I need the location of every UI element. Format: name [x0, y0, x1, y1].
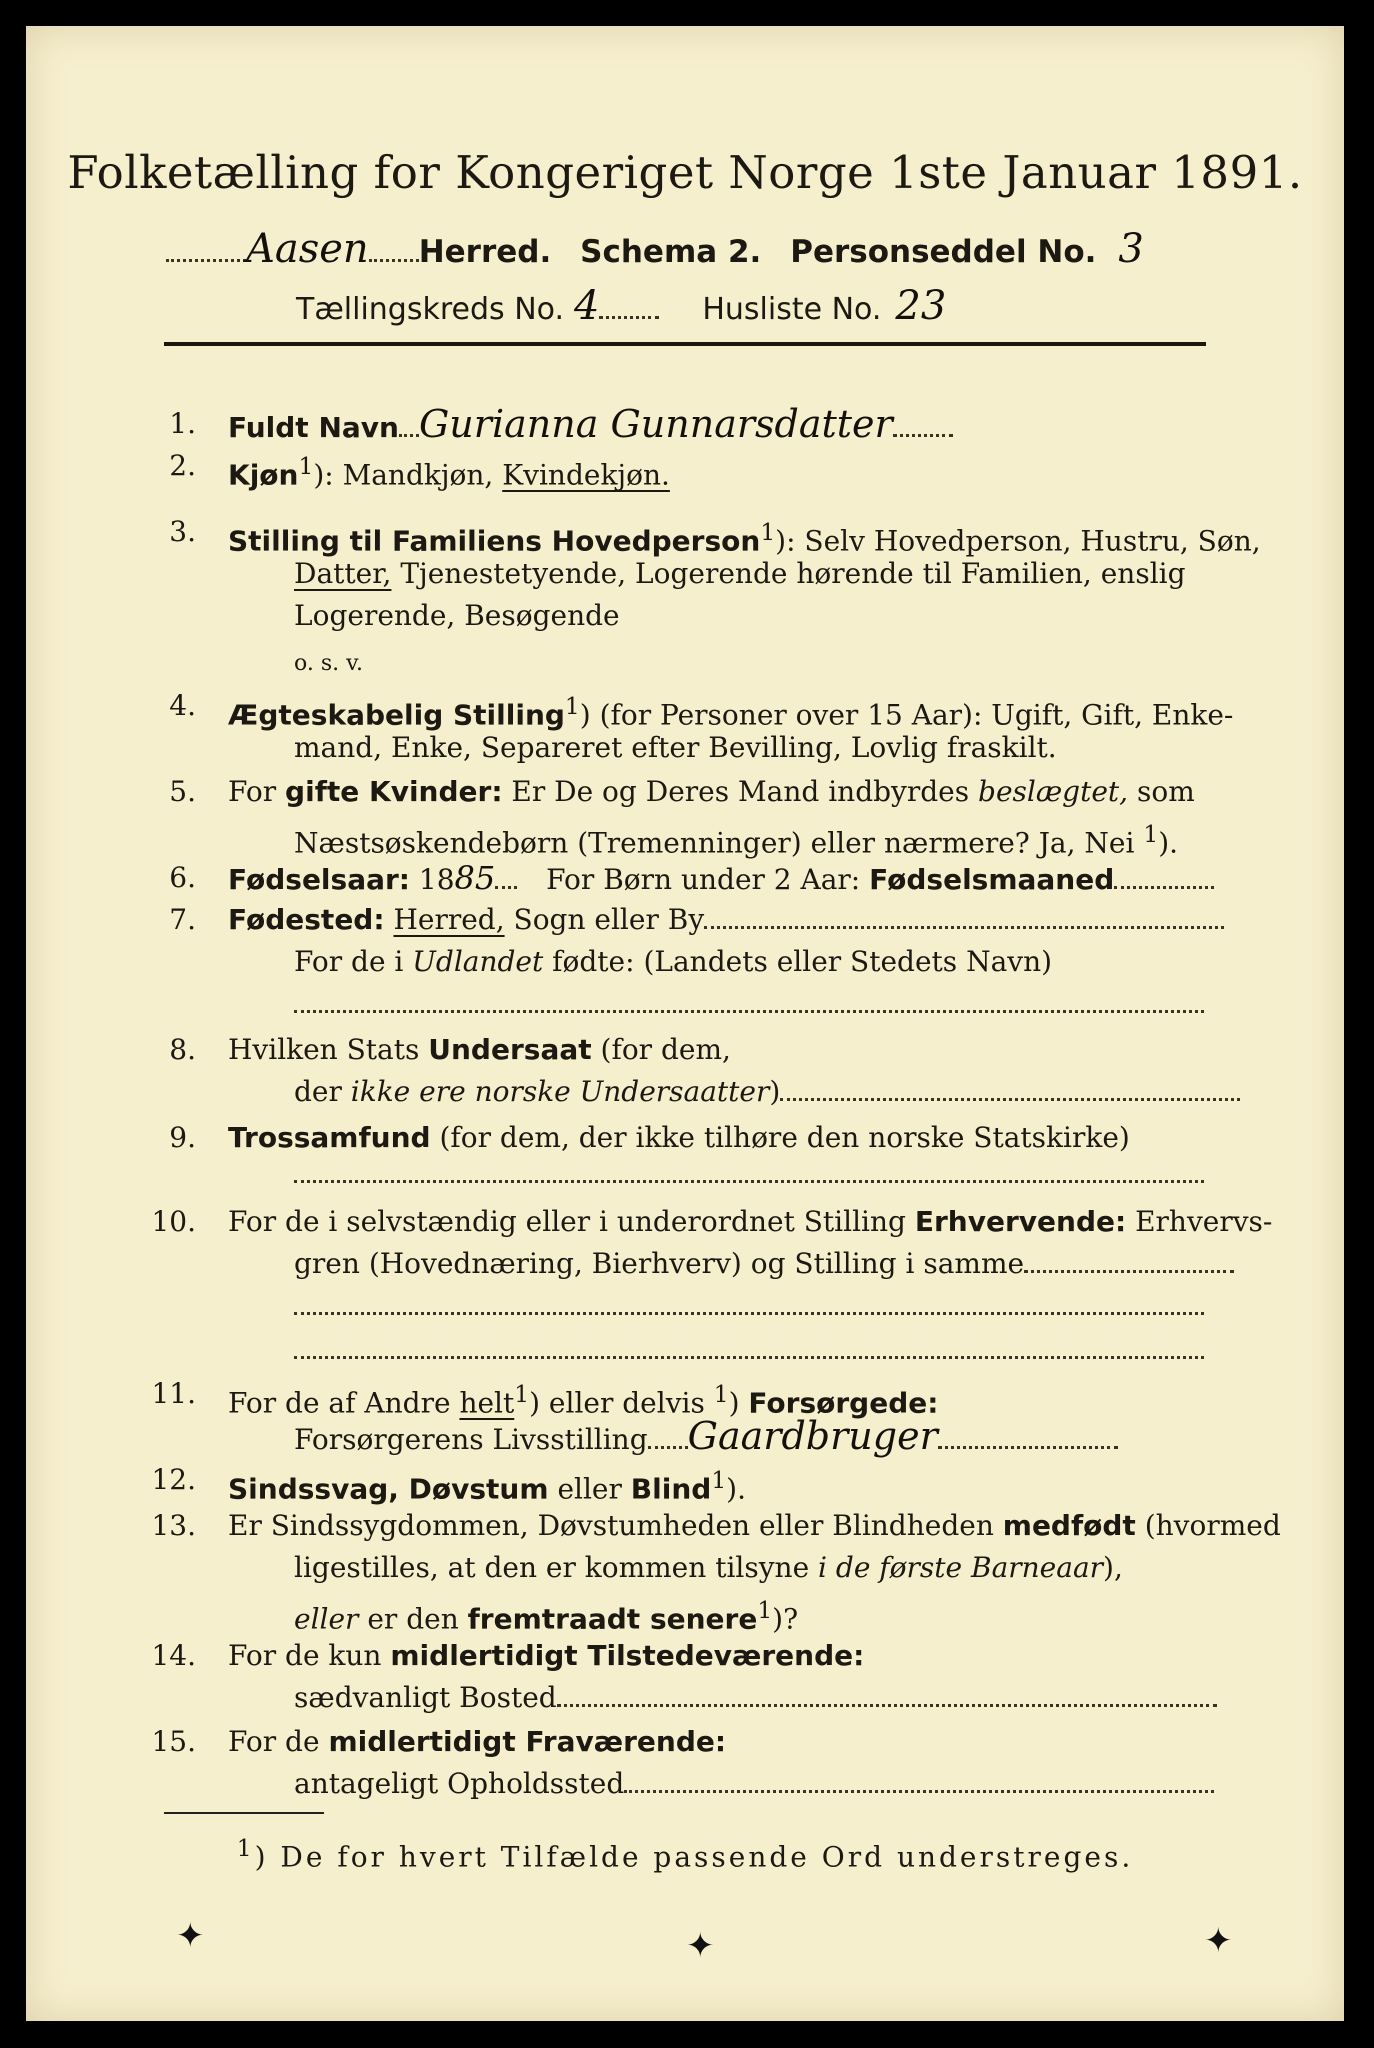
footnote	[26, 1834, 1344, 1873]
q3-text-b: Tjenestetyende, Logerende hørende til Familien, enslig	[391, 557, 1186, 590]
item-1	[228, 402, 953, 446]
q8-text-c: der	[294, 1075, 351, 1108]
q5-text-c: som	[1128, 775, 1195, 808]
item-number-12: 12.	[151, 1463, 196, 1496]
q5-label: gifte Kvinder:	[285, 775, 503, 808]
q5-text-e: ).	[1158, 826, 1179, 860]
item-8-line-2	[294, 1074, 1240, 1110]
husliste-label: Husliste No.	[702, 292, 882, 327]
item-14-line-2	[294, 1680, 1217, 1716]
schema-label: Schema 2.	[580, 234, 762, 270]
q5-text-b: Er De og Deres Mand indbyrdes	[502, 775, 979, 808]
item-4-line-2: mand, Enke, Separeret efter Bevilling, Lovlig fraskilt.	[294, 731, 1057, 764]
q11-value: Gaardbruger	[687, 1414, 938, 1458]
item-number-8: 8.	[169, 1033, 196, 1066]
q13-text-f: )?	[772, 1602, 799, 1636]
q8-text-a: Hvilken Stats	[228, 1033, 429, 1066]
registration-mark-right-icon: ✦	[1204, 1921, 1233, 1961]
q5-sup: 1	[1143, 820, 1159, 848]
q5-italic: beslægtet,	[978, 775, 1129, 808]
q3-text-a: ): Selv Hovedperson, Hustru, Søn,	[775, 524, 1261, 558]
q13-italic: i de første Barneaar	[818, 1551, 1104, 1584]
item-3-line-3: Logerende, Besøgende	[294, 599, 620, 632]
q7-text-a: Sogn eller By	[504, 903, 705, 936]
item-7	[228, 902, 1224, 938]
q1-value: Gurianna Gunnarsdatter	[418, 402, 893, 446]
q7-blank-line	[294, 1006, 1204, 1013]
item-13-line-3	[294, 1592, 798, 1637]
q6-value: 85	[454, 859, 496, 897]
q11-sup: 1	[514, 1380, 530, 1408]
q4-text-a: ) (for Personer over 15 Aar): Ugift, Gift, Enke-	[579, 698, 1234, 732]
personseddel-value: 3	[1118, 226, 1144, 272]
item-5	[228, 774, 1195, 810]
q10-text-b: Erhvervs-	[1126, 1205, 1273, 1238]
census-form	[26, 26, 1344, 2021]
q9-label: Trossamfund	[228, 1121, 431, 1154]
item-6	[228, 860, 1214, 898]
q5-text-d: Næstsøskendebørn (Tremenninger) eller nærmere? Ja, Nei	[294, 826, 1144, 860]
q14-text-b: sædvanligt Bosted	[294, 1681, 557, 1714]
q13-label2: fremtraadt senere	[467, 1602, 758, 1636]
item-3	[228, 514, 1261, 559]
q12-text-a: eller	[548, 1472, 631, 1506]
q10-blank-line-2	[294, 1352, 1204, 1359]
item-number-13: 13.	[151, 1509, 196, 1542]
q6-label: Fødselsaar:	[228, 863, 410, 896]
item-number-11: 11.	[151, 1377, 196, 1410]
q6-label2: Fødselsmaaned	[869, 863, 1115, 896]
item-number-4: 4.	[169, 689, 196, 722]
item-number-15: 15.	[151, 1725, 196, 1758]
item-10	[228, 1204, 1272, 1240]
registration-mark-left-icon: ✦	[176, 1916, 205, 1956]
item-9	[228, 1120, 1130, 1156]
q4-sup: 1	[564, 692, 580, 720]
herred-line	[166, 226, 1144, 272]
item-14	[228, 1638, 864, 1674]
q11-sup2: 1	[713, 1380, 729, 1408]
q11-text-b: ) eller delvis	[529, 1386, 714, 1420]
q12-label2: Blind	[630, 1472, 712, 1506]
q7-answer: Herred,	[393, 903, 505, 936]
item-number-10: 10.	[151, 1205, 196, 1238]
herred-label: Herred.	[418, 234, 552, 270]
q13-label: medfødt	[1002, 1509, 1136, 1542]
item-12	[228, 1462, 746, 1507]
q2-text: ): Mandkjøn,	[313, 458, 503, 492]
footnote-text: ) De for hvert Tilfælde passende Ord understreges.	[254, 1840, 1134, 1874]
item-number-9: 9.	[169, 1121, 196, 1154]
q3-answer: Datter,	[294, 557, 392, 590]
q11-text-c: )	[728, 1386, 749, 1420]
q5-text-a: For	[228, 775, 286, 808]
item-number-3: 3.	[169, 515, 196, 548]
item-11-line-2	[294, 1414, 1118, 1458]
q10-label: Erhvervende:	[914, 1205, 1127, 1238]
form-title: Folketælling for Kongeriget Norge 1ste Januar 1891.	[67, 146, 1303, 199]
q7-italic: Udlandet	[412, 945, 544, 978]
q3-sup: 1	[760, 518, 776, 546]
q10-blank-line-1	[294, 1308, 1204, 1315]
q12-label: Sindssvag, Døvstum	[228, 1472, 549, 1506]
item-number-5: 5.	[169, 775, 196, 808]
kreds-value: 4	[574, 283, 600, 329]
item-3-line-4: o. s. v.	[294, 651, 363, 676]
q12-text-b: ).	[726, 1472, 746, 1506]
q10-text-c: gren (Hovednæring, Bierhverv) og Stilling i samme	[294, 1247, 1025, 1280]
q7-text-b: For de i	[294, 945, 413, 978]
q8-italic: ikke ere norske Undersaatter	[350, 1075, 770, 1108]
husliste-value: 23	[895, 283, 947, 329]
q14-text-a: For de kun	[228, 1639, 391, 1672]
q8-label: Undersaat	[428, 1033, 592, 1066]
q15-text-b: antageligt Opholdssted	[294, 1767, 625, 1800]
registration-mark-center-icon: ✦	[686, 1926, 715, 1966]
personseddel-label: Personseddel No.	[790, 234, 1097, 270]
q11-text-d: Forsørgerens Livsstilling	[294, 1423, 648, 1456]
q14-label: midlertidigt Tilstedeværende:	[390, 1639, 865, 1672]
herred-value: Aasen	[246, 226, 369, 272]
q15-text-a: For de	[228, 1725, 329, 1758]
item-2	[228, 448, 670, 493]
kreds-label: Tællingskreds No.	[296, 292, 564, 327]
q11-text-a: For de af Andre	[228, 1386, 460, 1420]
q2-answer: Kvindekjøn.	[502, 458, 670, 492]
q13-text-d: ),	[1103, 1551, 1123, 1584]
q6-prefix: 18	[410, 863, 455, 896]
q1-label: Fuldt Navn	[228, 411, 399, 444]
q11-answer: helt	[459, 1386, 515, 1420]
q6-text-a: For Børn under 2 Aar:	[546, 863, 870, 896]
item-13	[228, 1508, 1281, 1544]
q8-text-b: (for dem,	[591, 1033, 731, 1066]
item-4	[228, 688, 1233, 733]
q3-label: Stilling til Familiens Hovedperson	[228, 524, 761, 558]
q13-text-e: er den	[358, 1602, 468, 1636]
q7-text-c: fødte: (Landets eller Stedets Navn)	[543, 945, 1053, 978]
item-7-line-2	[294, 944, 1052, 980]
item-8	[228, 1032, 731, 1068]
q13-text-a: Er Sindssygdommen, Døvstumheden eller Blindheden	[228, 1509, 1003, 1542]
q13-text-c: ligestilles, at den er kommen tilsyne	[294, 1551, 819, 1584]
q12-sup: 1	[711, 1466, 727, 1494]
q13-text-b: (hvormed	[1135, 1509, 1281, 1542]
q7-label: Fødested:	[228, 903, 385, 936]
item-3-line-2	[294, 556, 1186, 592]
item-number-7: 7.	[169, 903, 196, 936]
q2-label: Kjøn	[228, 458, 299, 492]
item-10-line-2	[294, 1246, 1234, 1282]
q4-label: Ægteskabelig Stilling	[228, 698, 565, 732]
q13-italic2: eller	[294, 1602, 359, 1636]
q10-text-a: For de i selvstændig eller i underordnet Stilling	[228, 1205, 915, 1238]
item-number-14: 14.	[151, 1639, 196, 1672]
item-15-line-2	[294, 1766, 1214, 1802]
kreds-line	[296, 283, 947, 329]
footnote-rule	[164, 1812, 324, 1814]
q15-label: midlertidigt Fraværende:	[328, 1725, 727, 1758]
item-15	[228, 1724, 726, 1760]
item-number-6: 6.	[169, 861, 196, 894]
item-13-line-2	[294, 1550, 1123, 1586]
q8-text-d: )	[769, 1075, 781, 1108]
q11-label: Forsørgede:	[748, 1386, 939, 1420]
footnote-sup: 1	[236, 1834, 255, 1862]
q13-sup: 1	[757, 1596, 773, 1624]
q2-sup: 1	[298, 452, 314, 480]
item-number-2: 2.	[169, 449, 196, 482]
header-rule	[164, 342, 1206, 346]
q9-text-a: (for dem, der ikke tilhøre den norske Statskirke)	[430, 1121, 1130, 1154]
q9-blank-line	[294, 1176, 1204, 1183]
item-5-line-2	[294, 816, 1178, 861]
item-number-1: 1.	[169, 407, 196, 440]
